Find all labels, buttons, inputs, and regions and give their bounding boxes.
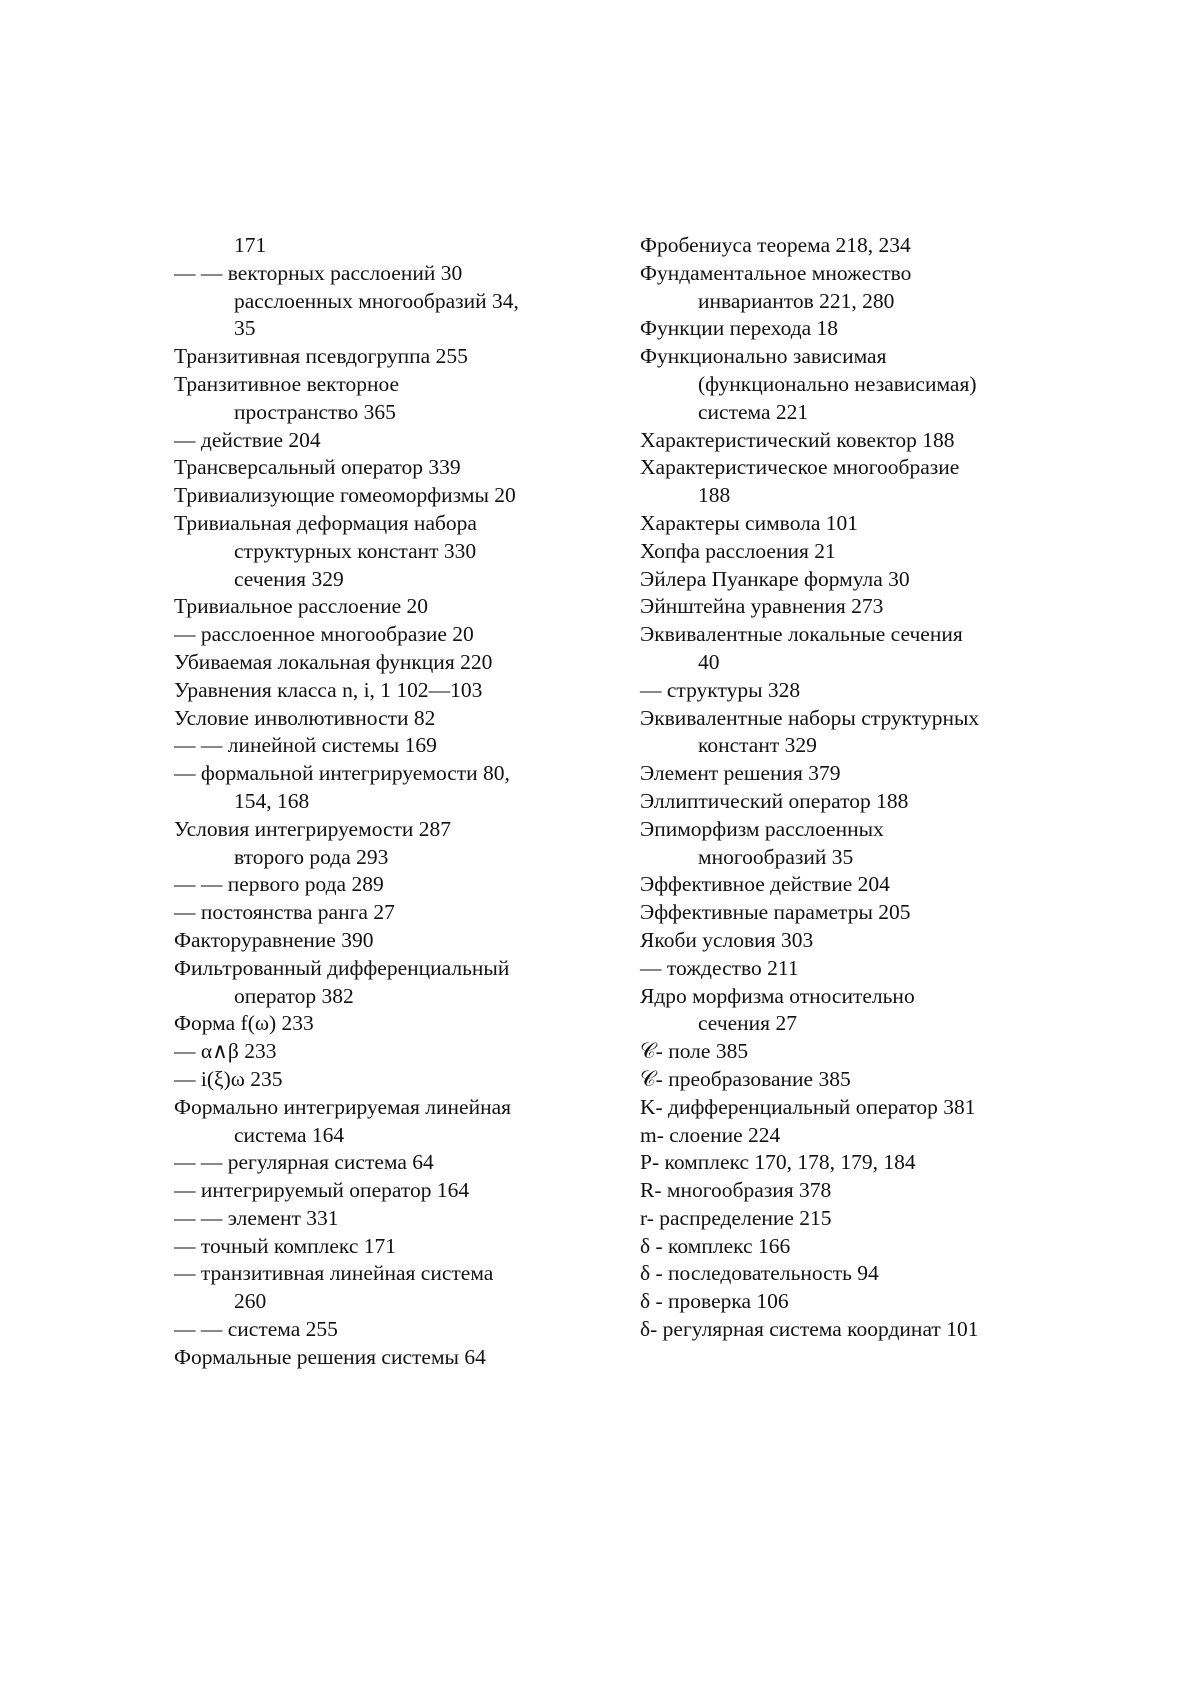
index-line: Фробениуса теорема 218, 234 [640, 233, 911, 257]
index-line: Эквивалентные наборы структурных [640, 705, 980, 730]
index-entry [640, 1038, 1040, 1066]
index-entry [174, 371, 574, 427]
index-entry [174, 566, 574, 594]
index-entry [174, 454, 574, 482]
index-entry [174, 844, 574, 872]
index-line: 171 [234, 233, 267, 257]
index-line: Уравнения класса n, i, 1 102—103 [174, 677, 483, 702]
index-entry [640, 1149, 1040, 1177]
index-line: Ядро морфизма относительно [640, 983, 915, 1008]
index-entry [174, 1205, 574, 1233]
index-entry [640, 232, 1040, 260]
index-entry [174, 621, 574, 649]
index-entry [174, 871, 574, 899]
index-entry [640, 1288, 1040, 1316]
index-entry [640, 1205, 1040, 1233]
index-line: Факторуравнение 390 [174, 927, 374, 952]
index-entry [174, 482, 574, 510]
index-column-right [640, 232, 1040, 1344]
index-line: — транзитивная линейная система [174, 1261, 494, 1286]
index-entry [174, 427, 574, 455]
index-entry [640, 566, 1040, 594]
index-entry [174, 899, 574, 927]
index-line: — интегрируемый оператор 164 [174, 1178, 470, 1203]
index-line: система 221 [698, 399, 809, 424]
index-line: Эйлера Пуанкаре формула 30 [640, 566, 910, 591]
index-line: — постоянства ранга 27 [174, 900, 395, 925]
index-entry [640, 1233, 1040, 1261]
index-line: многообразий 35 [698, 844, 854, 869]
index-entry [174, 1344, 574, 1372]
index-line: P- комплекс 170, 178, 179, 184 [640, 1150, 916, 1175]
index-entry [174, 1149, 574, 1177]
index-entry [174, 1066, 574, 1094]
index-line: Форма f(ω) 233 [174, 1011, 314, 1036]
index-line: δ - проверка 106 [640, 1289, 789, 1314]
index-line: δ- регулярная система координат 101 [640, 1317, 979, 1342]
index-entry [174, 232, 574, 260]
index-line: Формальные решения системы 64 [174, 1344, 486, 1369]
index-entry [174, 816, 574, 844]
index-entry [640, 343, 1040, 426]
index-line: 40 [698, 649, 720, 674]
index-line: 260 [234, 1289, 267, 1314]
index-line: Якоби условия 303 [640, 927, 814, 952]
index-line: — расслоенное многообразие 20 [174, 622, 474, 647]
index-entry [174, 1260, 574, 1316]
index-line: r- распределение 215 [640, 1205, 832, 1230]
index-line: Элемент решения 379 [640, 761, 841, 786]
index-line: констант 329 [698, 733, 817, 758]
index-line: — — элемент 331 [174, 1205, 339, 1230]
index-line: Тривиальная деформация набора [174, 510, 477, 535]
index-entry [174, 510, 574, 566]
index-line: структурных констант 330 [234, 538, 477, 563]
index-line: m- слоение 224 [640, 1122, 781, 1147]
index-line: Функции перехода 18 [640, 316, 839, 341]
index-line: расслоенных многообразий 34, [234, 288, 519, 313]
index-line: — тождество 211 [640, 955, 799, 980]
index-entry [640, 927, 1040, 955]
index-line: Транзитивная псевдогруппа 255 [174, 344, 468, 369]
index-line: — — линейной системы 169 [174, 733, 437, 758]
index-line: Характеры символа 101 [640, 510, 859, 535]
index-entry [174, 955, 574, 1011]
index-line: сечения 27 [698, 1011, 797, 1036]
index-line: — — регулярная система 64 [174, 1150, 434, 1175]
index-entry [640, 983, 1040, 1039]
index-line: 188 [698, 483, 731, 508]
index-line: система 164 [234, 1122, 345, 1147]
index-entry [640, 1066, 1040, 1094]
index-line: Тривиальное расслоение 20 [174, 594, 429, 619]
index-entry [174, 315, 574, 343]
index-entry [174, 760, 574, 816]
index-entry [174, 593, 574, 621]
index-line: Характеристический ковектор 188 [640, 427, 955, 452]
index-line: R- многообразия 378 [640, 1178, 832, 1203]
index-line: оператор 382 [234, 983, 354, 1008]
index-entry [640, 1122, 1040, 1150]
index-line: Эффективное действие 204 [640, 872, 890, 897]
index-line: 𝒞- поле 385 [640, 1039, 749, 1064]
index-entry [640, 871, 1040, 899]
index-line: — — первого рода 289 [174, 872, 384, 897]
index-line: Транзитивное векторное [174, 371, 400, 396]
index-entry [174, 705, 574, 733]
index-line: — i(ξ)ω 235 [174, 1066, 283, 1091]
index-entry [640, 955, 1040, 983]
index-line: δ - последовательность 94 [640, 1261, 879, 1286]
index-line: — структуры 328 [640, 677, 801, 702]
index-entry [174, 649, 574, 677]
index-entry [174, 1010, 574, 1038]
index-entry [640, 454, 1040, 510]
index-entry [640, 427, 1040, 455]
index-entry [640, 677, 1040, 705]
index-line: Эквивалентные локальные сечения [640, 622, 963, 647]
index-entry [640, 705, 1040, 761]
index-entry [640, 1177, 1040, 1205]
index-entry [640, 788, 1040, 816]
index-line: сечения 329 [234, 566, 344, 591]
index-line: — формальной интегрируемости 80, [174, 761, 510, 786]
index-line: Условие инволютивности 82 [174, 705, 436, 730]
index-line: пространство 365 [234, 399, 396, 424]
index-entry [174, 1316, 574, 1344]
index-line: Убиваемая локальная функция 220 [174, 649, 493, 674]
index-entry [640, 260, 1040, 316]
index-line: (функционально независимая) [698, 371, 977, 396]
index-line: Тривиализующие гомеоморфизмы 20 [174, 483, 516, 508]
index-entry [640, 899, 1040, 927]
index-line: 154, 168 [234, 788, 310, 813]
index-entry [174, 343, 574, 371]
index-entry [174, 1233, 574, 1261]
index-entry [174, 1094, 574, 1150]
index-line: — точный комплекс 171 [174, 1233, 396, 1258]
index-line: K- дифференциальный оператор 381 [640, 1094, 976, 1119]
index-line: Трансверсальный оператор 339 [174, 455, 461, 480]
index-line: — — система 255 [174, 1317, 338, 1342]
index-line: Эффективные параметры 205 [640, 900, 911, 925]
index-column-left [174, 232, 574, 1372]
index-entry [174, 677, 574, 705]
index-line: Эпиморфизм расслоенных [640, 816, 884, 841]
index-line: 𝒞- преобразование 385 [640, 1066, 851, 1091]
index-entry [640, 510, 1040, 538]
index-entry [640, 816, 1040, 872]
index-line: Функционально зависимая [640, 344, 887, 369]
index-entry [640, 593, 1040, 621]
index-line: Фильтрованный дифференциальный [174, 955, 510, 980]
index-line: Характеристическое многообразие [640, 455, 960, 480]
index-entry [640, 315, 1040, 343]
index-entry [640, 621, 1040, 677]
index-line: Эйнштейна уравнения 273 [640, 594, 884, 619]
index-entry [640, 1316, 1040, 1344]
index-entry [640, 1094, 1040, 1122]
index-entry [174, 732, 574, 760]
index-line: — действие 204 [174, 427, 321, 452]
index-entry [640, 760, 1040, 788]
index-entry [174, 288, 574, 316]
index-entry [174, 260, 574, 288]
index-line: — — векторных расслоений 30 [174, 260, 463, 285]
index-line: δ - комплекс 166 [640, 1233, 791, 1258]
index-line: второго рода 293 [234, 844, 389, 869]
index-line: — α∧β 233 [174, 1039, 277, 1064]
index-entry [174, 927, 574, 955]
index-entry [174, 1038, 574, 1066]
index-entry [174, 1177, 574, 1205]
index-entry [640, 538, 1040, 566]
index-line: Эллиптический оператор 188 [640, 788, 909, 813]
index-line: Формально интегрируемая линейная [174, 1094, 512, 1119]
index-line: Условия интегрируемости 287 [174, 816, 452, 841]
index-line: Фундаментальное множество [640, 260, 912, 285]
index-line: 35 [234, 316, 256, 341]
index-line: инвариантов 221, 280 [698, 288, 895, 313]
index-line: Хопфа расслоения 21 [640, 538, 836, 563]
index-entry [640, 1260, 1040, 1288]
